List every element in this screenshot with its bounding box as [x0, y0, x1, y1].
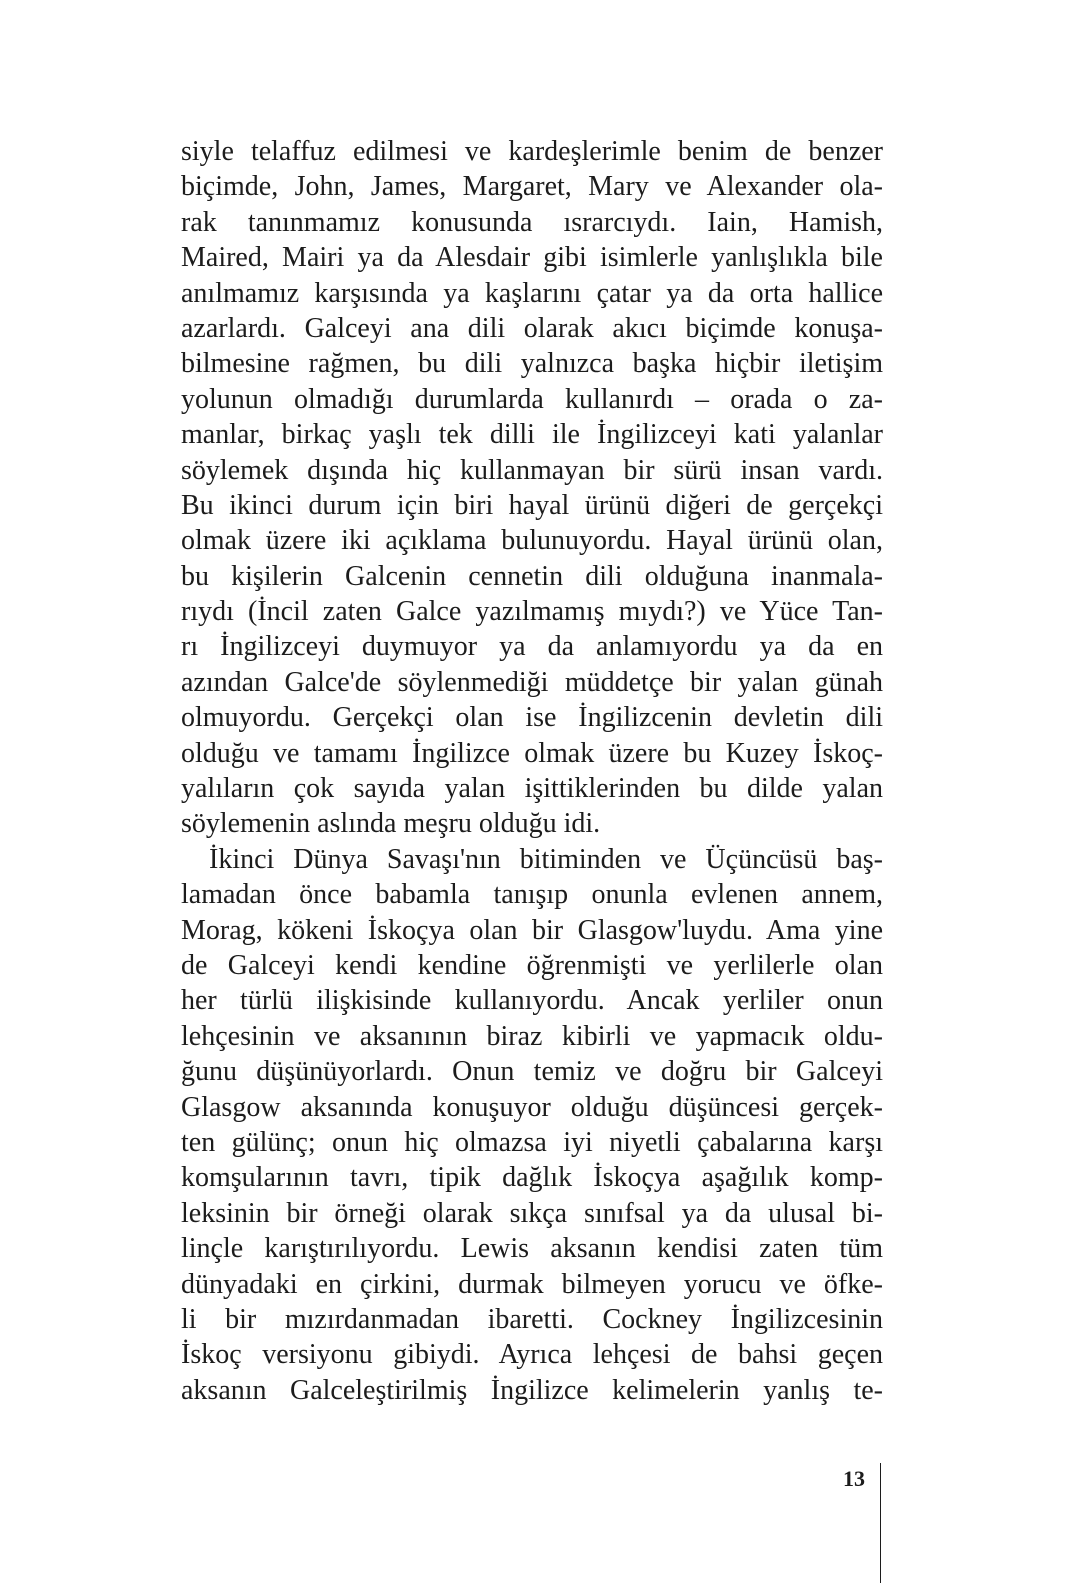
- margin-rule: [880, 1463, 881, 1583]
- text-line: Bu ikinci durum için biri hayal ürünü diğeri de gerçekçi: [181, 489, 883, 521]
- text-line: söylemek dışında hiç kullanmayan bir sürü insan vardı.: [181, 454, 883, 486]
- text-line: olmak üzere iki açıklama bulunuyordu. Hayal ürünü olan,: [181, 525, 883, 557]
- text-line: olmuyordu. Gerçekçi olan ise İngilizcenin devletin dili: [181, 702, 883, 734]
- text-line: azından Galce'de söylenmediği müddetçe bir yalan günah: [181, 666, 883, 698]
- text-line: Glasgow aksanında konuşuyor olduğu düşüncesi gerçek-: [181, 1091, 883, 1123]
- text-line: rak tanınmamız konusunda ısrarcıydı. Iain, Hamish,: [181, 206, 883, 238]
- text-line: komşularının tavrı, tipik dağlık İskoçya aşağılık komp-: [181, 1162, 883, 1194]
- text-line: de Galceyi kendi kendine öğrenmişti ve yerlilerle olan: [181, 949, 883, 981]
- text-line: bu kişilerin Galcenin cennetin dili olduğuna inanmala-: [181, 560, 883, 592]
- text-line: her türlü ilişkisinde kullanıyordu. Ancak yerliler onun: [181, 985, 883, 1017]
- text-line: İskoç versiyonu gibiydi. Ayrıca lehçesi de bahsi geçen: [181, 1339, 883, 1371]
- text-line: dünyadaki en çirkini, durmak bilmeyen yorucu ve öfke-: [181, 1268, 883, 1300]
- text-line: yalıların çok sayıda yalan işittiklerinden bu dilde yalan: [181, 773, 883, 805]
- paragraph-last-line: söylemenin aslında meşru olduğu idi.: [181, 808, 601, 840]
- text-line: Maired, Mairi ya da Alesdair gibi isimlerle yanlışlıkla bile: [181, 242, 883, 274]
- text-line: ğunu düşünüyorlardı. Onun temiz ve doğru bir Galceyi: [181, 1056, 883, 1088]
- text-line: leksinin bir örneği olarak sıkça sınıfsal ya da ulusal bi-: [181, 1197, 883, 1229]
- text-line: azarlardı. Galceyi ana dili olarak akıcı biçimde konuşa-: [181, 312, 883, 344]
- text-line: li bir mızırdanmadan ibaretti. Cockney İngilizcesinin: [181, 1303, 883, 1335]
- text-line: lehçesinin ve aksanının biraz kibirli ve yapmacık oldu-: [181, 1020, 883, 1052]
- text-line: biçimde, John, James, Margaret, Mary ve Alexander ola-: [181, 171, 883, 203]
- text-line: rı İngilizceyi duymuyor ya da anlamıyordu ya da en: [181, 631, 883, 663]
- text-line: Morag, kökeni İskoçya olan bir Glasgow'luydu. Ama yine: [181, 914, 883, 946]
- page-number: 13: [843, 1466, 865, 1491]
- text-line: lamadan önce babamla tanışıp onunla evlenen annem,: [181, 879, 883, 911]
- text-line: aksanın Galceleştirilmiş İngilizce kelimelerin yanlış te-: [181, 1374, 883, 1406]
- text-line: linçle karıştırılıyordu. Lewis aksanın kendisi zaten tüm: [181, 1233, 883, 1265]
- text-line: anılmamız karşısında ya kaşlarını çatar ya da orta hallice: [181, 277, 883, 309]
- body-text: [181, 134, 883, 1408]
- text-line: manlar, birkaç yaşlı tek dilli ile İngilizceyi kati yalanlar: [181, 419, 883, 451]
- text-line: rıydı (İncil zaten Galce yazılmamış mıydı?) ve Yüce Tan-: [181, 596, 883, 628]
- text-line: bilmesine rağmen, bu dili yalnızca başka hiçbir iletişim: [181, 348, 883, 380]
- text-line: yolunun olmadığı durumlarda kullanırdı – orada o za-: [181, 383, 883, 415]
- text-line: siyle telaffuz edilmesi ve kardeşlerimle benim de benzer: [181, 136, 883, 167]
- text-line: olduğu ve tamamı İngilizce olmak üzere bu Kuzey İskoç-: [181, 737, 883, 769]
- text-line: ten gülünç; onun hiç olmazsa iyi niyetli çabalarına karşı: [181, 1126, 883, 1158]
- paragraph-first-line: İkinci Dünya Savaşı'nın bitiminden ve Üçüncüsü baş-: [209, 843, 883, 875]
